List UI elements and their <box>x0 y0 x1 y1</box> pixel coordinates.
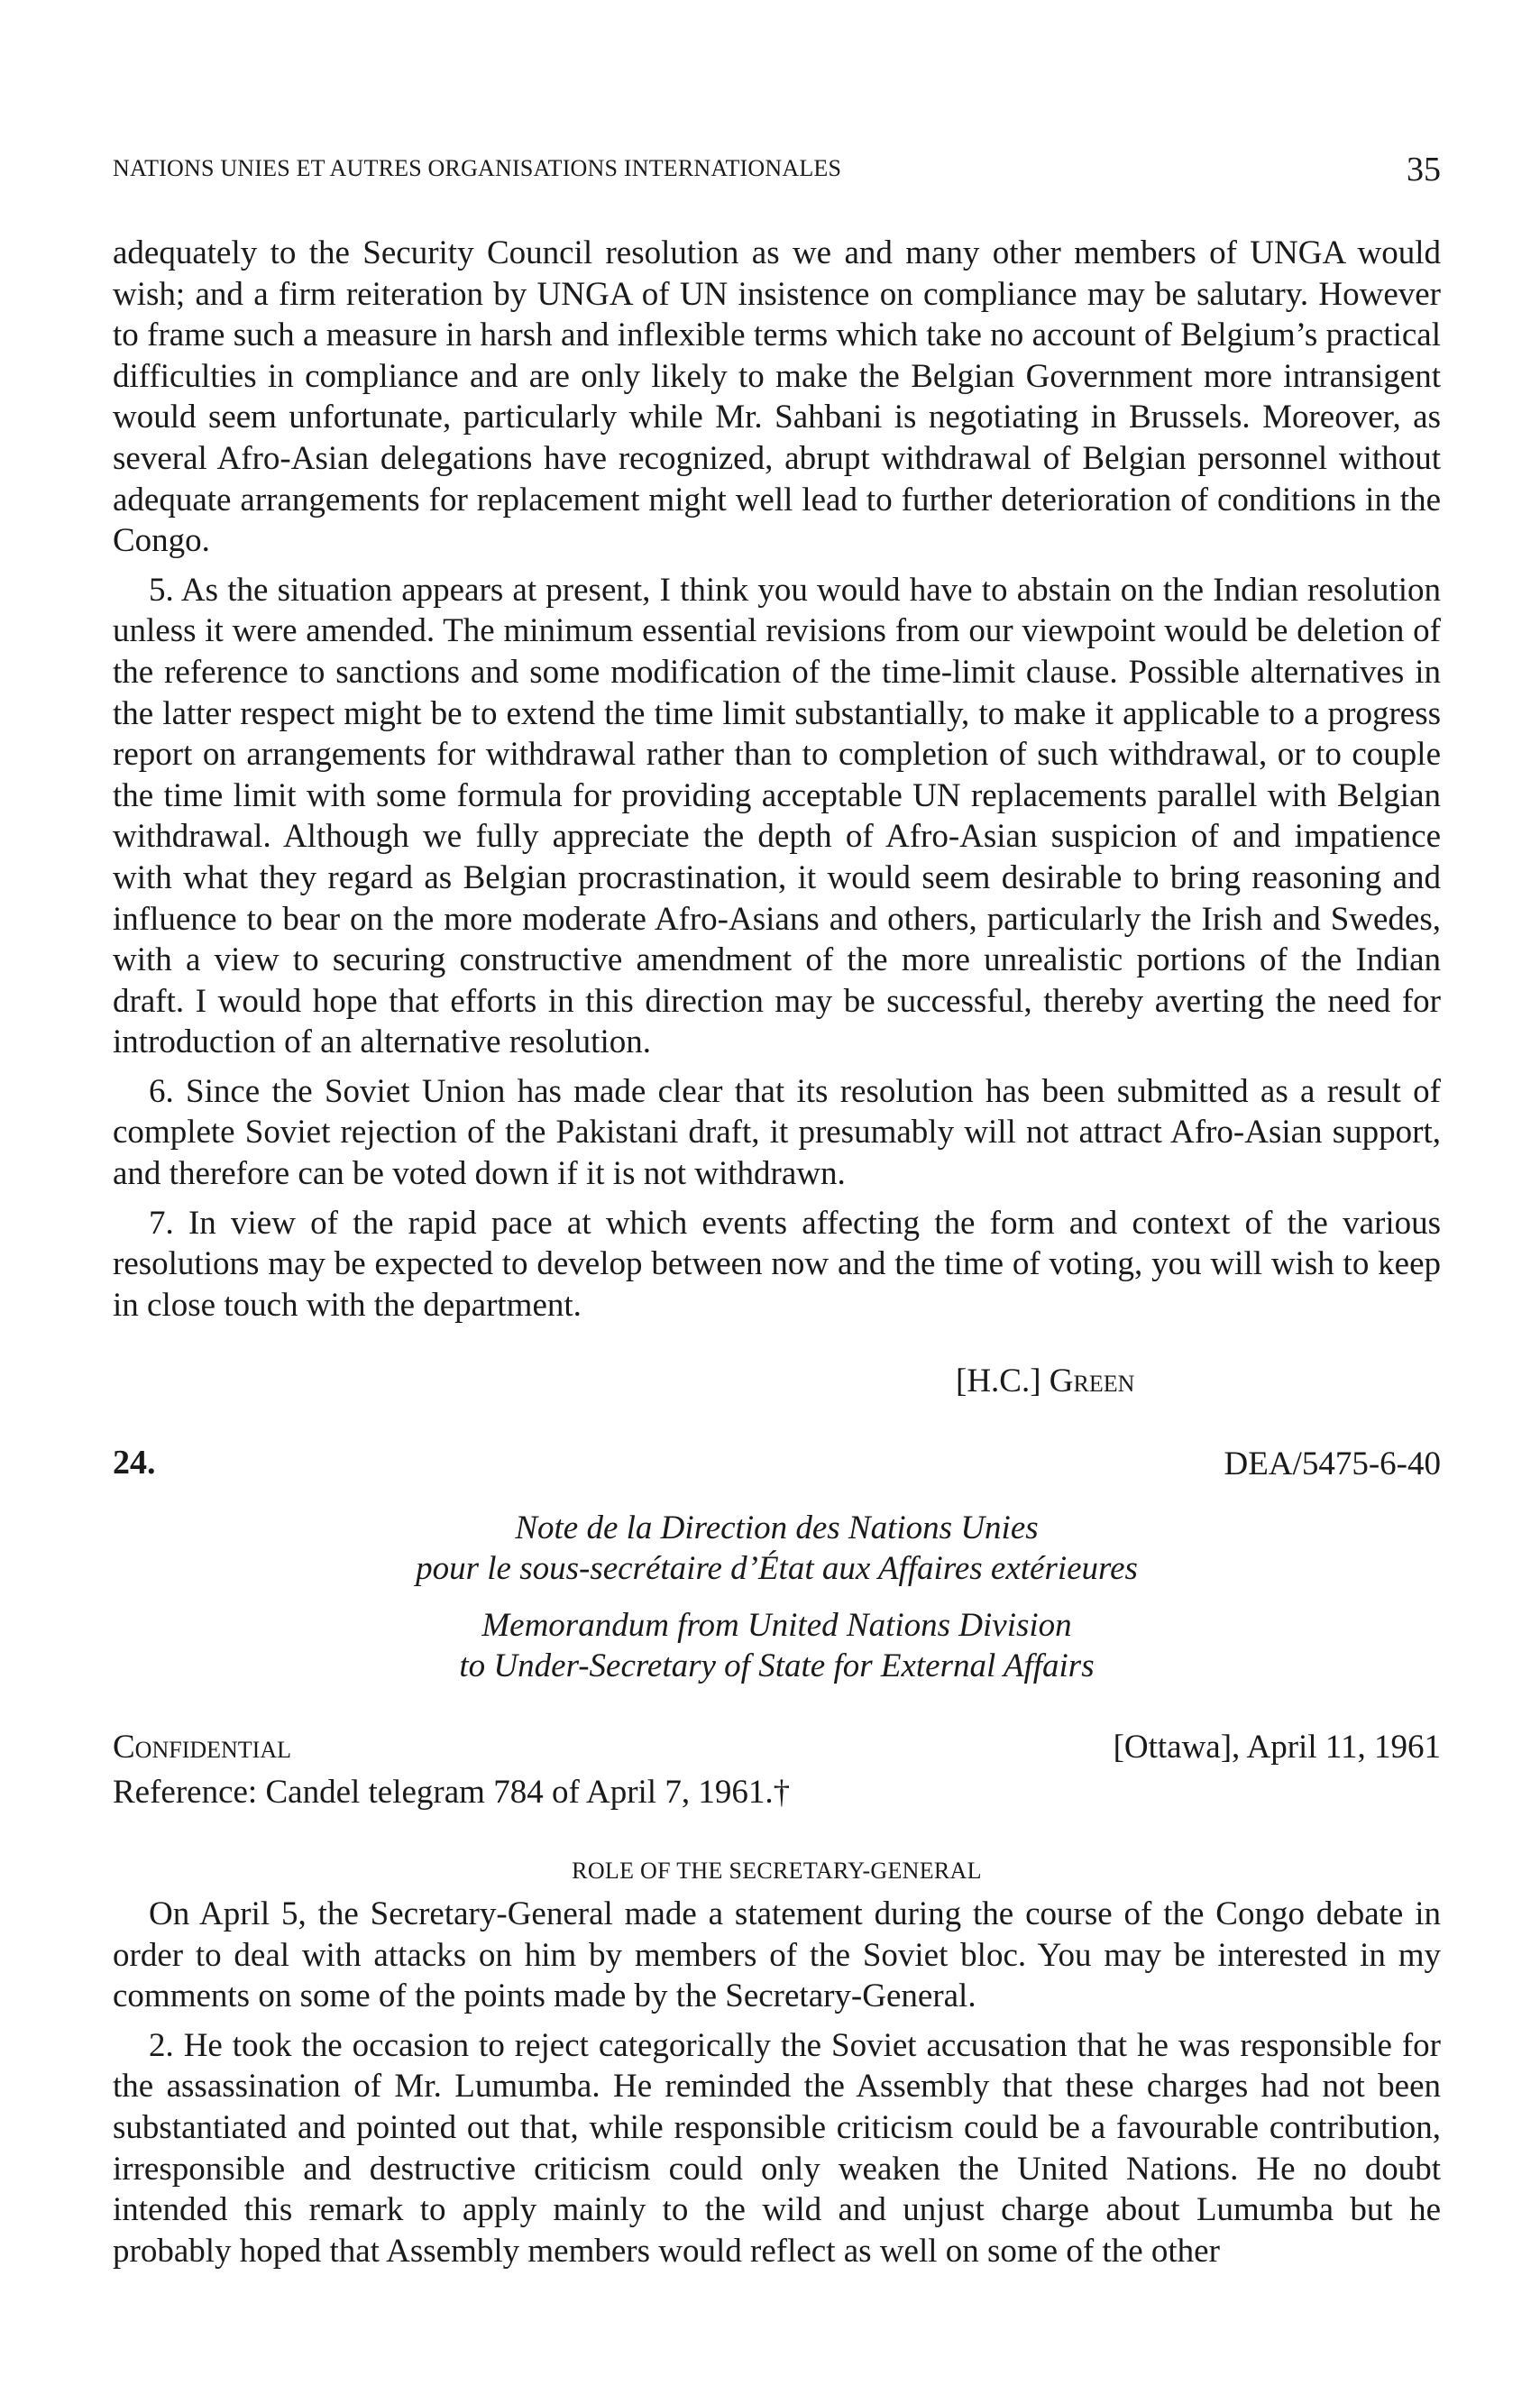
title-french <box>113 1508 1441 1589</box>
continued-body <box>113 233 1441 1334</box>
file-reference: DEA/5475-6-40 <box>1224 1445 1441 1482</box>
paragraph-continuation: adequately to the Security Council resolution as we and many other members of UNGA would wish; and a firm reiteration by UNGA of UN insistence on compliance may be salutary. However to frame such a measure in harsh and inflexible terms which take no account of Belgium’s practical difficulties in compliance and are only likely to make the Belgian Government more intransigent would seem unfortunate, particularly while Mr. Sahbani is negotiating in Brussels. Moreover, as several Afro-Asian delegations have recognized, abrupt withdrawal of Belgian personnel without adequate arrangements for replacement might well lead to further deterioration of conditions in the Congo. <box>113 234 1441 560</box>
reference-line: Reference: Candel telegram 784 of April 7, 1961.† <box>113 1774 791 1811</box>
title-english-line-2: to Under-Secretary of State for External Affairs <box>459 1647 1095 1684</box>
title-english <box>113 1605 1441 1686</box>
page-number: 35 <box>1407 151 1441 188</box>
memo-paragraph-2: 2. He took the occasion to reject categorically the Soviet accusation that he was responsible for the assassination of Mr. Lumumba. He reminded the Assembly that these charges had not been substantiated and pointed out that, while responsible criticism could be a favourable contribution, irresponsible and destructive criticism could only weaken the United Nations. He no doubt intended this remark to apply mainly to the wild and unjust charge about Lumumba but he probably hoped that Assembly members would reflect as well on some of the other <box>113 2026 1441 2270</box>
classification-label: Confidential <box>113 1729 291 1766</box>
signature: [H.C.] Green <box>956 1363 1135 1399</box>
memo-body <box>113 1894 1441 2280</box>
running-header: NATIONS UNIES ET AUTRES ORGANISATIONS INTERNATIONALES <box>113 155 842 181</box>
document-number: 24. <box>113 1444 156 1482</box>
section-heading: ROLE OF THE SECRETARY-GENERAL <box>572 1858 982 1884</box>
title-french-line-1: Note de la Direction des Nations Unies <box>515 1509 1039 1546</box>
paragraph-5: 5. As the situation appears at present, I think you would have to abstain on the Indian resolution unless it were amended. The minimum essential revisions from our viewpoint would be deletion of the reference to sanctions and some modification of the time-limit clause. Possible alternatives in the latter respect might be to extend the time limit substantially, to make it applicable to a progress report on arrangements for withdrawal rather than to completion of such withdrawal, or to couple the time limit with some formula for providing acceptable UN replacements parallel with Belgian withdrawal. Although we fully appreciate the depth of Afro-Asian suspicion of and impatience with what they regard as Belgian procrastination, it would seem desirable to bring reasoning and influence to bear on the more moderate Afro-Asians and others, particularly the Irish and Swedes, with a view to securing constructive amendment of the more unrealistic portions of the Indian draft. I would hope that efforts in this direction may be successful, thereby averting the need for introduction of an alternative resolution. <box>113 571 1441 1061</box>
paragraph-7: 7. In view of the rapid pace at which events affecting the form and context of the various resolutions may be expected to develop between now and the time of voting, you will wish to keep in close touch with the department. <box>113 1204 1441 1324</box>
paragraph-6: 6. Since the Soviet Union has made clear that its resolution has been submitted as a result of complete Soviet rejection of the Pakistani draft, it presumably will not attract Afro-Asian support, and therefore can be voted down if it is not withdrawn. <box>113 1072 1441 1193</box>
title-french-line-2: pour le sous-secrétaire d’État aux Affaires extérieures <box>416 1550 1138 1587</box>
memo-paragraph-1: On April 5, the Secretary-General made a statement during the course of the Congo debate in order to deal with attacks on him by members of the Soviet bloc. You may be interested in my comments on some of the points made by the Secretary-General. <box>113 1895 1441 2015</box>
title-english-line-1: Memorandum from United Nations Division <box>481 1607 1072 1644</box>
place-date: [Ottawa], April 11, 1961 <box>1113 1729 1441 1766</box>
